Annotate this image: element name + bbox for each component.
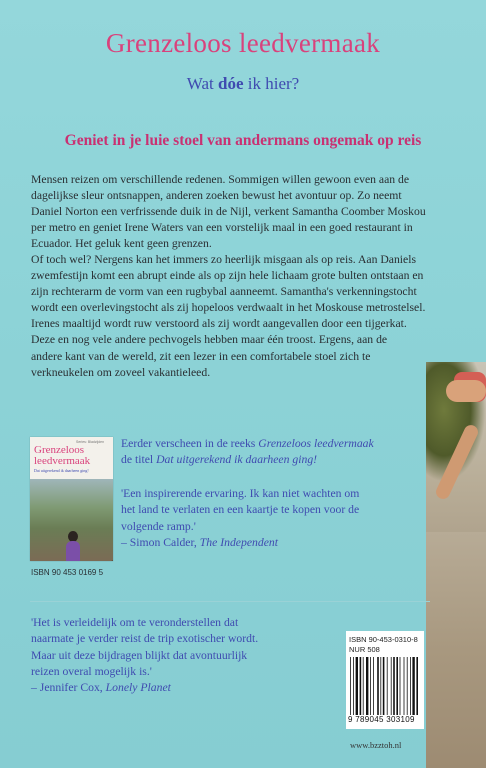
blurb-line: Of toch wel? Nergens kan het immers zo heerlijk misgaan als op reis. Aan Daniels bbox=[31, 253, 417, 267]
mini-book-subtitle: Dat uitgerekend ik daarheen ging! bbox=[34, 468, 89, 473]
barcode-bar bbox=[366, 657, 368, 715]
earlier-text: Eerder verscheen in de reeks bbox=[121, 437, 259, 450]
barcode-bar bbox=[416, 657, 418, 715]
earlier-line bbox=[121, 436, 431, 452]
blurb-line: Ecuador. Het geluk kent geen grenzen. bbox=[31, 237, 212, 251]
quote-line: Maar uit deze bijdragen blijkt dat avontuurlijk bbox=[31, 648, 248, 662]
previous-book-isbn: ISBN 90 453 0169 5 bbox=[31, 568, 104, 577]
attribution-source: The Independent bbox=[199, 535, 278, 549]
barcode-bar bbox=[350, 657, 351, 715]
blurb-line: Mensen reizen om verschillende redenen. Sommigen willen gewoon even aan de bbox=[31, 173, 410, 186]
traveler-photo bbox=[426, 362, 486, 768]
quote-attribution bbox=[121, 535, 431, 551]
subtitle-pre: Wat bbox=[186, 74, 218, 93]
blurb-text bbox=[31, 172, 451, 381]
quote-line: het land te verlaten en een kaartje te kopen voor de bbox=[121, 503, 360, 517]
earlier-published-note bbox=[121, 436, 431, 468]
blurb-line: wordt een overlevingstocht als zij hopeloos verdwaalt in het Moskouse metrostelsel. bbox=[31, 301, 426, 315]
barcode-bar bbox=[391, 657, 392, 715]
attribution-name: – Jennifer Cox, bbox=[31, 681, 106, 695]
earlier-text: de titel bbox=[121, 453, 157, 466]
photo-arm bbox=[446, 380, 486, 402]
photo-road bbox=[426, 532, 486, 768]
barcode-bar bbox=[400, 657, 401, 715]
review-quote-independent bbox=[121, 486, 431, 551]
blurb-line: per metro en geniet Irene Waters van een vorstelijk maal in een goed restaurant in bbox=[31, 221, 413, 235]
blurb-line: verkneukelen om zoveel vakantieleed. bbox=[31, 365, 211, 379]
barcode-bar bbox=[377, 657, 379, 715]
blurb-line: Daniel Norton een verfrissende duik in de Nijl, verkent Samantha Coomber Moskou bbox=[31, 205, 426, 219]
blurb-line: Deze en nog vele andere pechvogels hebben maar één troost. Ergens, aan de bbox=[31, 333, 388, 347]
quote-line: 'Een inspirerende ervaring. Ik kan niet wachten om bbox=[121, 487, 360, 500]
subtitle-post: ik hier? bbox=[243, 74, 300, 93]
barcode-bar bbox=[407, 657, 408, 715]
quote-attribution bbox=[31, 680, 361, 696]
attribution-source: Lonely Planet bbox=[105, 681, 171, 695]
previous-book-cover bbox=[30, 437, 113, 561]
barcode-bar bbox=[380, 657, 381, 715]
mini-book-title-line: leedvermaak bbox=[34, 455, 91, 467]
publisher-website: www.bzztoh.nl bbox=[350, 740, 402, 750]
barcode-bar bbox=[412, 657, 414, 715]
barcode-bar bbox=[353, 657, 354, 715]
barcode-bars bbox=[350, 657, 422, 715]
tagline: Geniet in je luie stoel van andermans ongemak op reis bbox=[64, 132, 422, 149]
series-name: Grenzeloos leedvermaak bbox=[258, 437, 374, 450]
quote-line: volgende ramp.' bbox=[121, 519, 196, 533]
blurb-line: dagelijkse sleur ontsnappen, anderen zoeken bewust het avontuur op. Zo neemt bbox=[31, 189, 402, 203]
barcode-bar bbox=[404, 657, 405, 715]
attribution-name: – Simon Calder, bbox=[121, 535, 200, 549]
barcode-nur: NUR 508 bbox=[349, 645, 380, 654]
mini-book-photo bbox=[30, 479, 113, 561]
blurb-line: zwemfestijn komt een abrupt einde als op zijn hele lichaam grote bulten ontstaan en bbox=[31, 269, 424, 283]
quote-line: naarmate je verder reist de trip exotischer wordt. bbox=[31, 632, 259, 646]
woman-figure bbox=[66, 541, 80, 561]
barcode-bar bbox=[383, 657, 385, 715]
mini-book-title bbox=[34, 445, 112, 467]
blurb-line: Irenes maaltijd wordt ruw verstoord als zij wordt aangevallen door een tijgerkat. bbox=[31, 317, 407, 331]
subtitle-emphasis: dóe bbox=[218, 74, 244, 93]
quote-line: reizen overal mogelijk is.' bbox=[31, 664, 152, 678]
barcode-bar bbox=[363, 657, 364, 715]
barcode-number: 9 789045 303109 bbox=[348, 715, 415, 724]
barcode-bar bbox=[393, 657, 395, 715]
barcode-bar bbox=[387, 657, 388, 715]
barcode-bar bbox=[360, 657, 362, 715]
quote-line: 'Het is verleidelijk om te veronderstellen dat bbox=[31, 616, 239, 629]
barcode-isbn: ISBN 90-453-0310-8 bbox=[349, 635, 418, 644]
previous-title: Dat uitgerekend ik daarheen ging! bbox=[156, 453, 318, 466]
barcode-bar bbox=[356, 657, 358, 715]
barcode-bar bbox=[373, 657, 374, 715]
barcode-label bbox=[346, 631, 424, 729]
divider bbox=[30, 601, 430, 602]
book-title: Grenzeloos leedvermaak bbox=[105, 28, 381, 58]
blurb-line: zijn rechterarm de vorm van een rugbybal aanneemt. Samantha's verkenningstocht bbox=[31, 285, 417, 299]
barcode-bar bbox=[396, 657, 398, 715]
barcode-bar bbox=[410, 657, 411, 715]
review-quote-lonely-planet bbox=[31, 615, 361, 696]
mini-book-series: Series: Bladzijden bbox=[76, 440, 105, 444]
earlier-line bbox=[121, 452, 431, 468]
barcode-bar bbox=[370, 657, 371, 715]
book-subtitle bbox=[0, 74, 486, 94]
blurb-line: andere kant van de wereld, zit een lezer in een comfortabele stoel zich te bbox=[31, 349, 371, 363]
mini-book-title-line: Grenzeloos bbox=[34, 444, 85, 456]
